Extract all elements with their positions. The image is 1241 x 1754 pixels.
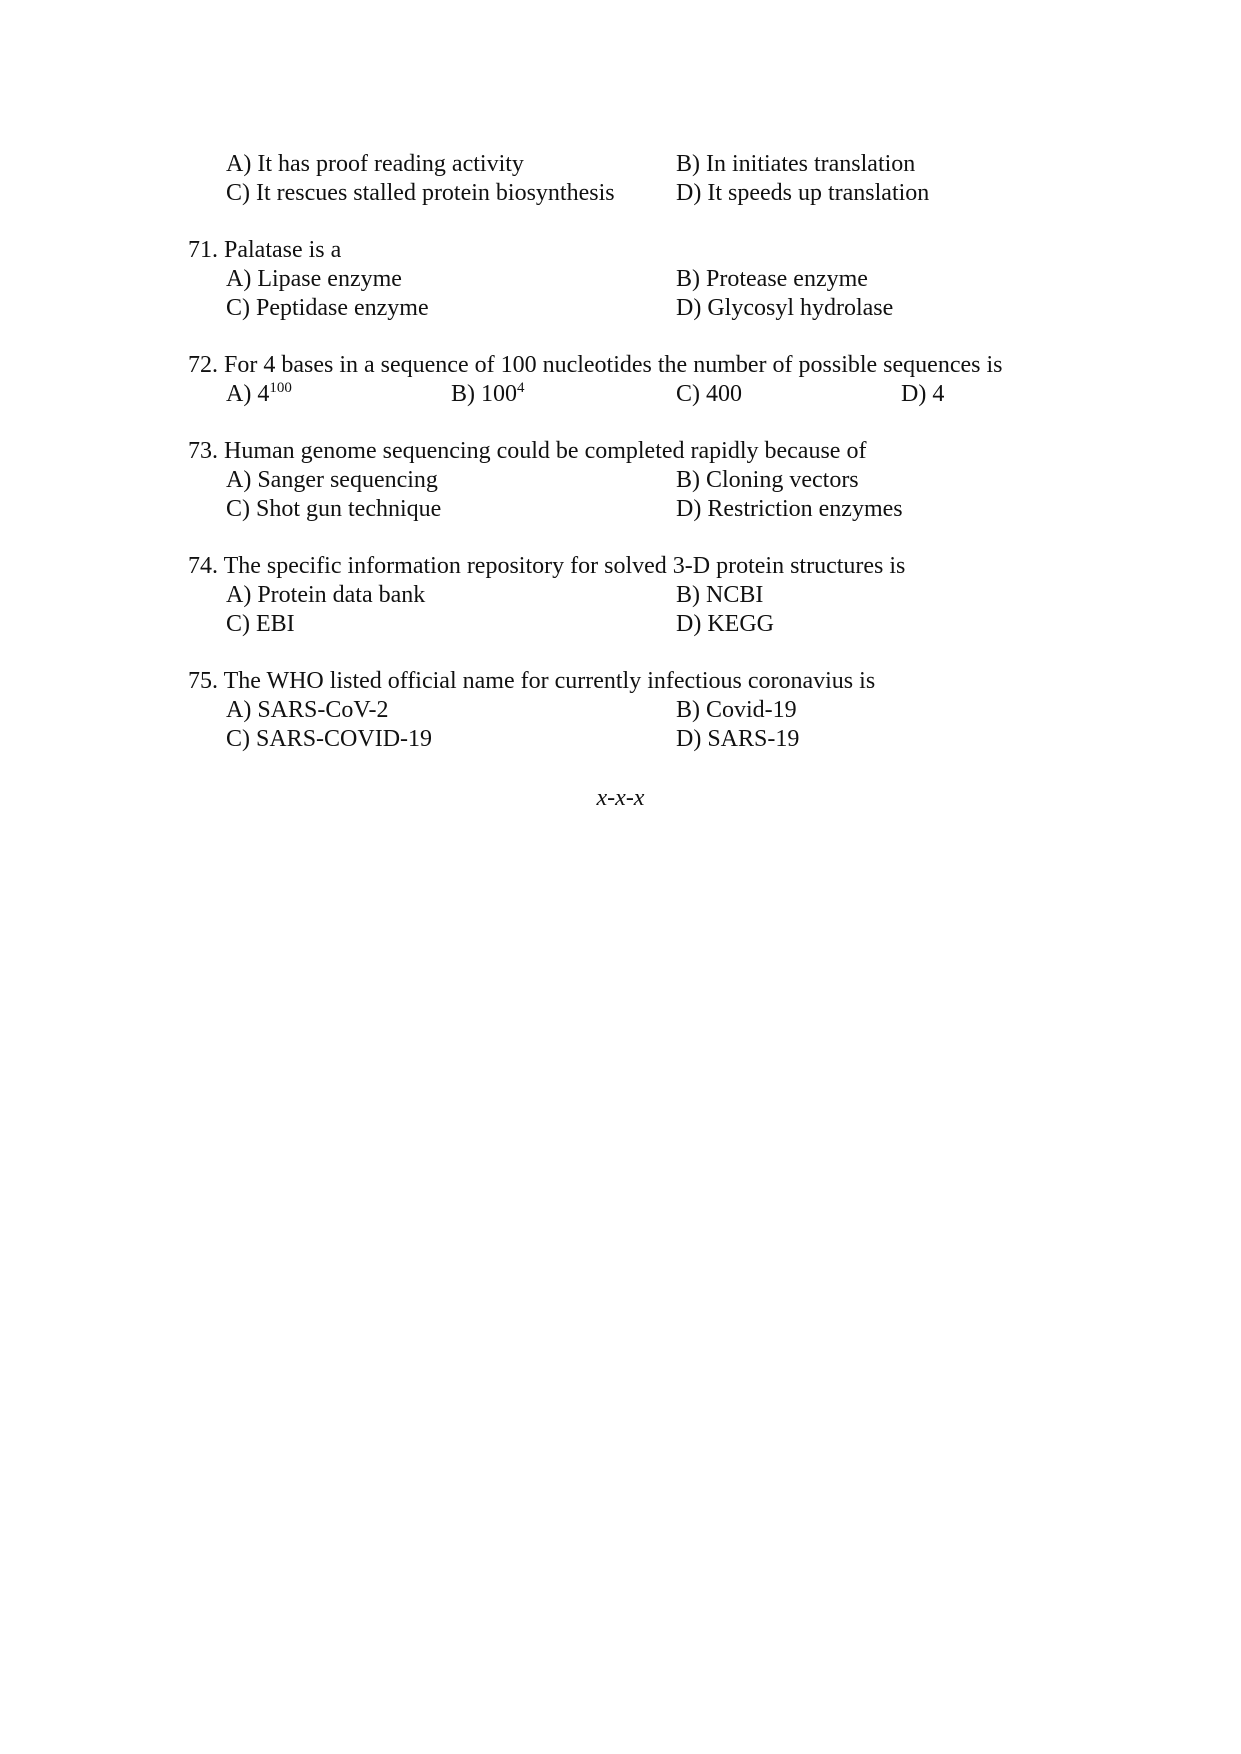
q72-option-a	[226, 380, 292, 411]
q75-option-d: D) SARS-19	[676, 726, 800, 752]
q72-option-b	[451, 380, 525, 411]
q72-option-b-base: B) 100	[451, 381, 517, 407]
q72-option-d: D) 4	[901, 381, 945, 407]
q73-option-c: C) Shot gun technique	[226, 496, 442, 522]
q71-stem: 71. Palatase is a	[188, 237, 342, 263]
q72-stem: 72. For 4 bases in a sequence of 100 nucleotides the number of possible sequences is	[188, 352, 1003, 378]
q71-option-a: A) Lipase enzyme	[226, 266, 402, 292]
q70-option-a: A) It has proof reading activity	[226, 151, 524, 177]
q72-option-a-exponent: 100	[269, 380, 292, 396]
q73-stem: 73. Human genome sequencing could be completed rapidly because of	[188, 438, 867, 464]
q75-option-c: C) SARS-COVID-19	[226, 726, 433, 752]
end-of-paper-marker: x-x-x	[596, 785, 645, 811]
q75-stem: 75. The WHO listed official name for currently infectious coronavius is	[188, 668, 876, 694]
q73-option-b: B) Cloning vectors	[676, 467, 859, 493]
q75-option-b: B) Covid-19	[676, 697, 797, 723]
q70-option-c: C) It rescues stalled protein biosynthesis	[226, 180, 615, 206]
q72-option-a-base: A) 4	[226, 381, 270, 407]
q71-option-c: C) Peptidase enzyme	[226, 295, 429, 321]
q71-option-b: B) Protease enzyme	[676, 266, 868, 292]
q74-option-a: A) Protein data bank	[226, 582, 426, 608]
q74-option-d: D) KEGG	[676, 611, 774, 637]
q75-option-a: A) SARS-CoV-2	[226, 697, 389, 723]
q73-option-a: A) Sanger sequencing	[226, 467, 438, 493]
q71-option-d: D) Glycosyl hydrolase	[676, 295, 894, 321]
q74-option-c: C) EBI	[226, 611, 295, 637]
q74-option-b: B) NCBI	[676, 582, 764, 608]
q73-option-d: D) Restriction enzymes	[676, 496, 903, 522]
q70-option-d: D) It speeds up translation	[676, 180, 930, 206]
q74-stem: 74. The specific information repository for solved 3-D protein structures is	[188, 553, 906, 579]
q72-option-c: C) 400	[676, 381, 742, 407]
q72-option-b-exponent: 4	[517, 380, 525, 396]
q70-option-b: B) In initiates translation	[676, 151, 916, 177]
